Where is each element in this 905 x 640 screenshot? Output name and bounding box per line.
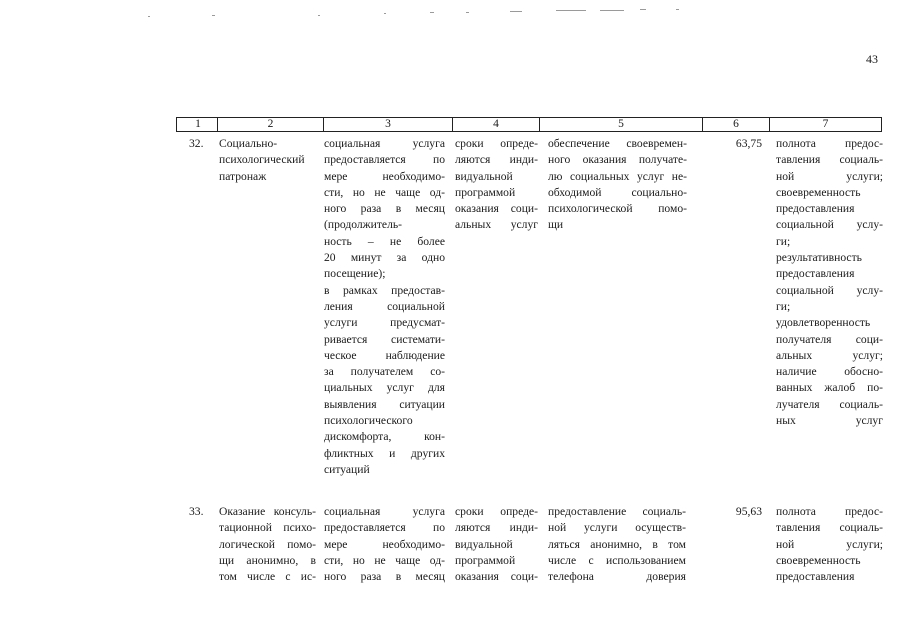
page-number: 43 xyxy=(866,52,878,66)
cell-line: фликтных и других xyxy=(324,446,445,460)
cell-line: видуальной xyxy=(455,537,513,551)
cell-line: полнота предос- xyxy=(776,137,883,150)
cell-line: оказания соци- xyxy=(455,570,538,584)
cell-line: полнота предос- xyxy=(776,505,883,518)
cell-line: альных услуг; xyxy=(776,348,883,362)
cell-line: ность – не более xyxy=(324,234,445,248)
cell-line: предоставляется по xyxy=(324,153,445,167)
cell-line: программой xyxy=(455,553,516,567)
cell-line: щи анонимно, в xyxy=(219,553,316,567)
cell-line: предоставления xyxy=(776,202,855,216)
service-cost-cell: 95,63 xyxy=(735,505,762,518)
cell-line: ной услуги осуществ- xyxy=(548,521,686,535)
cell-line: обеспечение своевремен- xyxy=(548,137,687,150)
cell-line: том числе с ис- xyxy=(219,570,316,584)
service-provision-cell xyxy=(324,136,445,478)
service-standard-cell xyxy=(548,136,687,234)
cell-line: дискомфорта, кон- xyxy=(324,430,445,444)
service-terms-cell xyxy=(455,504,538,585)
table-header-row xyxy=(176,117,882,132)
cell-line: щи xyxy=(548,218,564,232)
cell-line: обходимой социально- xyxy=(548,185,687,199)
cell-line: лю социальных услуг не- xyxy=(548,169,687,183)
cell-line: 20 минут за одно xyxy=(324,251,445,265)
cell-line: телефона доверия xyxy=(548,570,686,584)
cell-line: ривается системати- xyxy=(324,332,445,346)
cell-line: выявления ситуации xyxy=(324,397,445,411)
header-col-5: 5 xyxy=(618,118,624,130)
cell-line: мере необходимо- xyxy=(324,537,445,551)
cell-line: социальная услуга xyxy=(324,505,445,518)
cell-line: ги; xyxy=(776,299,791,313)
row-number: 33. xyxy=(189,505,204,518)
service-quality-cell xyxy=(776,504,883,585)
cell-line: ных услуг xyxy=(776,414,883,428)
cell-line: ги; xyxy=(776,234,791,248)
cell-line: ления социальной xyxy=(324,299,445,313)
header-col-7: 7 xyxy=(822,118,829,130)
cell-line: ного раза в месяц xyxy=(324,202,445,216)
cell-line: патронаж xyxy=(219,169,267,183)
cell-line: сти, но не чаще од- xyxy=(324,553,445,567)
cell-line: Оказание консуль- xyxy=(219,505,316,518)
cell-line: предоставления xyxy=(776,267,855,281)
cell-line: предоставления xyxy=(776,570,855,584)
cell-line: (продолжитель- xyxy=(324,218,403,232)
cell-line: психологического xyxy=(324,414,413,428)
cell-line: мере необходимо- xyxy=(324,169,445,183)
cell-line: ляются инди- xyxy=(455,153,538,167)
service-provision-cell xyxy=(324,504,445,585)
cell-line: наличие обосно- xyxy=(776,365,883,379)
cell-line: посещение); xyxy=(324,267,386,281)
cell-line: ситуаций xyxy=(324,462,370,476)
cell-line: сти, но не чаще од- xyxy=(324,185,445,199)
header-col-6: 6 xyxy=(733,118,739,130)
cell-line: психологической помо- xyxy=(548,202,687,216)
scan-noise xyxy=(0,0,905,20)
header-col-2: 2 xyxy=(267,118,274,130)
cell-line: предоставляется по xyxy=(324,521,445,535)
header-col-3: 3 xyxy=(385,118,391,130)
cell-line: своевременность xyxy=(776,553,861,567)
cell-line: получателя соци- xyxy=(776,332,883,346)
cell-line: Социально- xyxy=(219,137,278,150)
service-standard-cell xyxy=(548,504,686,585)
cell-line: своевременность xyxy=(776,185,861,199)
service-name-cell xyxy=(219,136,319,185)
service-terms-cell xyxy=(455,136,538,234)
cell-line: предоставление социаль- xyxy=(548,505,686,518)
cell-line: циальных услуг для xyxy=(324,381,445,395)
cell-line: социальной услу- xyxy=(776,218,883,232)
service-quality-cell xyxy=(776,136,883,429)
service-name-cell xyxy=(219,504,316,585)
cell-line: тавления социаль- xyxy=(776,521,883,535)
cell-line: услуги предусмат- xyxy=(324,316,445,330)
cell-line: видуальной xyxy=(455,169,513,183)
cell-line: социальная услуга xyxy=(324,137,445,150)
cell-line: тавления социаль- xyxy=(776,153,883,167)
cell-line: сроки опреде- xyxy=(455,505,538,518)
cell-line: числе с использованием xyxy=(548,553,686,567)
cell-line: ляются инди- xyxy=(455,521,538,535)
cell-line: в рамках предостав- xyxy=(324,283,445,297)
header-col-4: 4 xyxy=(493,118,499,130)
cell-line: психологический xyxy=(219,153,305,167)
row-number: 32. xyxy=(189,137,204,150)
cell-line: ного раза в месяц xyxy=(324,570,445,584)
header-col-1: 1 xyxy=(195,118,201,130)
cell-line: программой xyxy=(455,185,516,199)
cell-line: оказания соци- xyxy=(455,202,538,216)
cell-line: логической помо- xyxy=(219,537,316,551)
cell-line: ной услуги; xyxy=(776,169,883,183)
cell-line: ческое наблюдение xyxy=(324,348,445,362)
cell-line: социальной услу- xyxy=(776,283,883,297)
cell-line: тационной психо- xyxy=(219,521,316,535)
cell-line: ванных жалоб по- xyxy=(776,381,883,395)
cell-line: за получателем со- xyxy=(324,365,445,379)
cell-line: результативность xyxy=(776,251,862,265)
cell-line: альных услуг xyxy=(455,218,538,232)
cell-line: сроки опреде- xyxy=(455,137,538,150)
cell-line: ной услуги; xyxy=(776,537,883,551)
cell-line: лучателя социаль- xyxy=(776,397,883,411)
cell-line: ляться анонимно, в том xyxy=(548,537,686,551)
cell-line: удовлетворенность xyxy=(776,316,871,330)
service-cost-cell: 63,75 xyxy=(735,137,762,150)
cell-line: ного оказания получате- xyxy=(548,153,687,167)
